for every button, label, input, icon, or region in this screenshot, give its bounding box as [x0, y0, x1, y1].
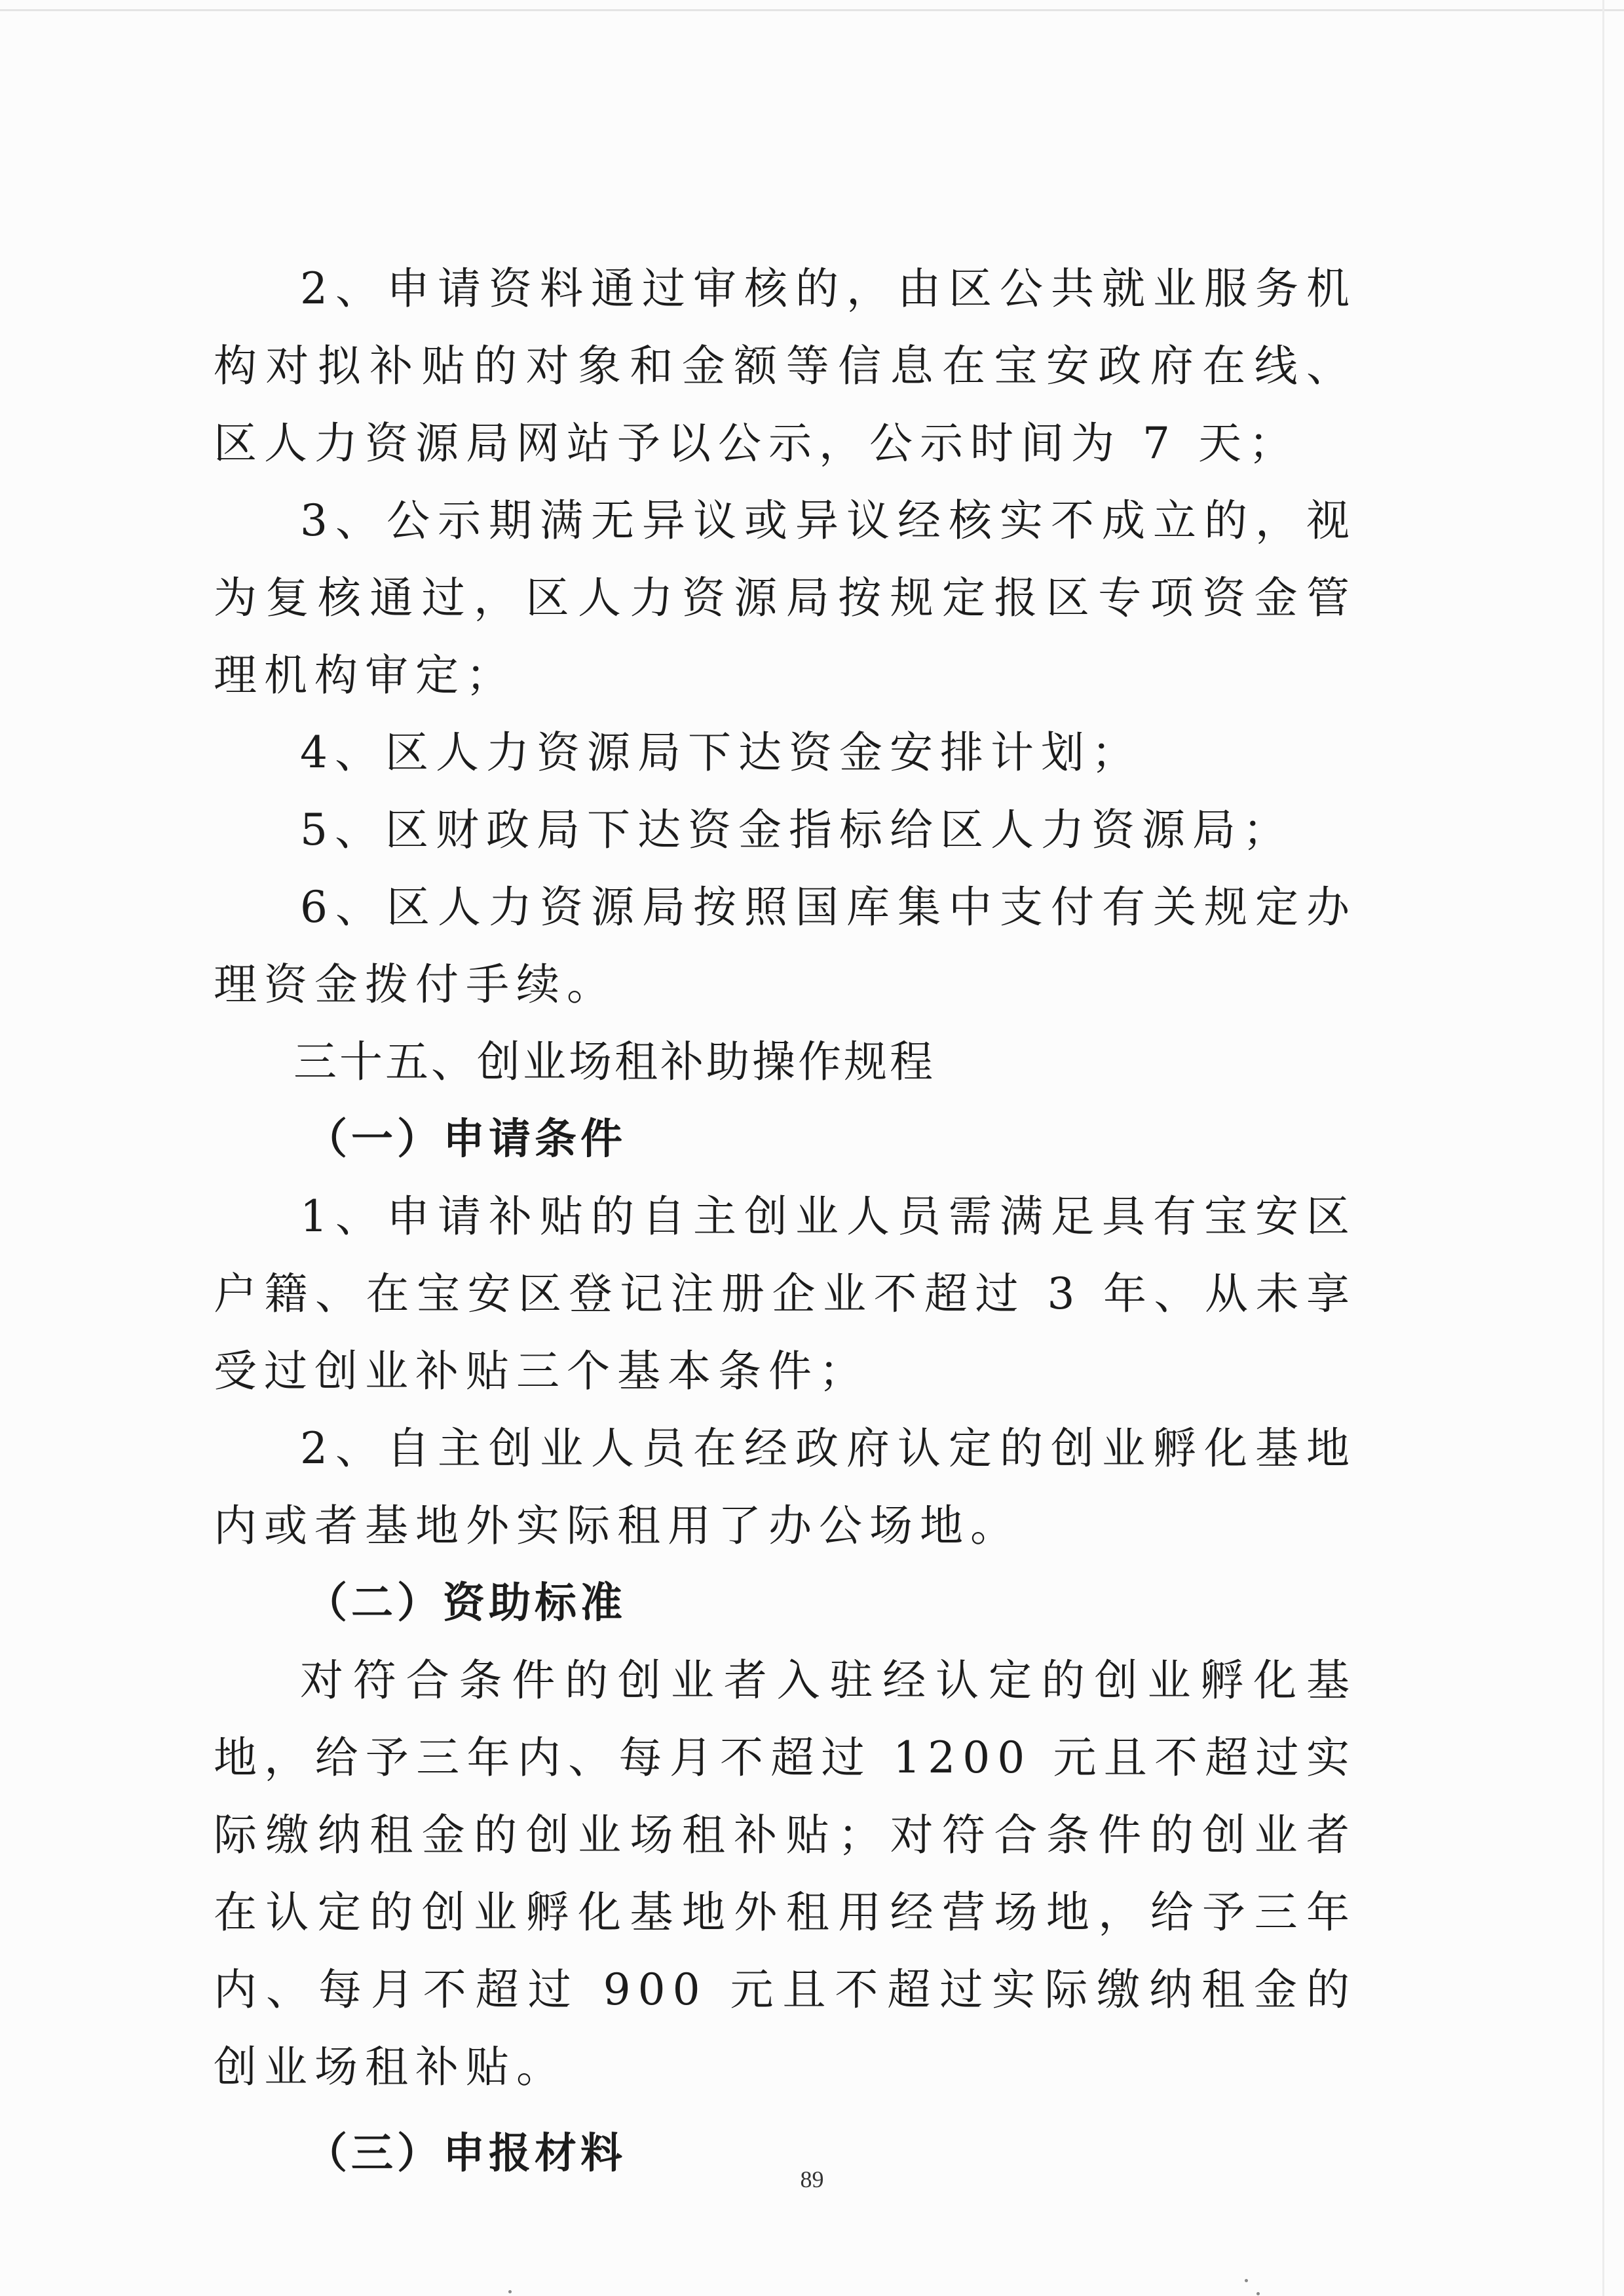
scan-speck — [508, 2290, 512, 2293]
paragraph-condition-2: 2、自主创业人员在经政府认定的创业孵化基地内或者基地外实际租用了办公场地。 — [214, 1423, 1357, 1551]
paragraph-step-4: 4、区人力资源局下达资金安排计划； — [300, 727, 1142, 778]
scan-edge-right — [1602, 0, 1604, 2296]
subheading-subsidy-standard: （二）资助标准 — [305, 1579, 626, 1628]
paragraph-step-3: 3、公示期满无异议或异议经核实不成立的，视为复核通过，区人力资源局按规定报区专项资金管理机构审定； — [214, 495, 1357, 700]
subheading-application-materials: （三）申报材料 — [305, 2130, 626, 2178]
scan-speck — [1245, 2279, 1248, 2282]
subheading-application-conditions: （一）申请条件 — [305, 1115, 626, 1164]
paragraph-step-2: 2、申请资料通过审核的，由区公共就业服务机构对拟补贴的对象和金额等信息在宝安政府在线、区人力资源局网站予以公示，公示时间为 7 天； — [214, 263, 1357, 469]
paragraph-condition-1: 1、申请补贴的自主创业人员需满足具有宝安区户籍、在宝安区登记注册企业不超过 3 年、从未享受过创业补贴三个基本条件； — [214, 1191, 1357, 1396]
paragraph-step-5: 5、区财政局下达资金指标给区人力资源局； — [300, 805, 1293, 855]
page-number: 89 — [800, 2166, 824, 2192]
paragraph-step-6: 6、区人力资源局按照国库集中支付有关规定办理资金拨付手续。 — [214, 882, 1357, 1010]
scan-speck — [1256, 2292, 1260, 2295]
paragraph-subsidy-standard: 对符合条件的创业者入驻经认定的创业孵化基地，给予三年内、每月不超过 1200 元且不超过实际缴纳租金的创业场租补贴；对符合条件的创业者在认定的创业孵化基地外租用经营场地，给予三年内、每月不超过 900 元且不超过实际缴纳租金的创业场租补贴。 — [214, 1655, 1357, 2092]
section-heading-35: 三十五、创业场租补助操作规程 — [293, 1037, 935, 1087]
scan-edge-top — [0, 9, 1624, 11]
document-body — [214, 250, 1357, 2192]
